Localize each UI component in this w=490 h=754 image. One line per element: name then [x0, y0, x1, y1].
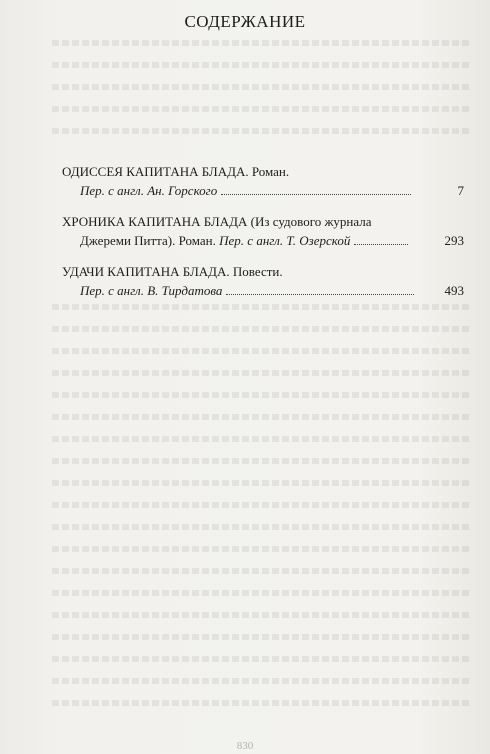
bleed-through: [52, 84, 472, 90]
entry-page-number: 493: [444, 283, 464, 298]
entry-heading: ХРОНИКА КАПИТАНА БЛАДА (Из судового журнала: [62, 214, 372, 229]
toc-entry: [62, 262, 472, 300]
entry-page-number: 7: [457, 183, 464, 198]
bleed-through: [52, 656, 472, 662]
bleed-through: [52, 392, 472, 398]
entry-heading-continued: Джереми Питта). Роман.: [80, 233, 216, 248]
entry-heading: УДАЧИ КАПИТАНА БЛАДА. Повести.: [62, 264, 283, 279]
dot-leader: [221, 184, 411, 195]
bleed-through: [52, 524, 472, 530]
bleed-through: [52, 568, 472, 574]
bleed-through: [52, 106, 472, 112]
bleed-through: [52, 700, 472, 706]
bleed-through: [52, 414, 472, 420]
toc-entry: [62, 212, 472, 250]
entry-line: [62, 281, 472, 300]
bleed-through: [52, 40, 472, 46]
entry-translator: Пер. с англ. В. Тирдатова: [80, 283, 223, 298]
bleed-through: [52, 326, 472, 332]
bleed-through: [52, 436, 472, 442]
entry-line: [62, 231, 472, 250]
bleed-through: [52, 304, 472, 310]
bleed-through: [52, 370, 472, 376]
bleed-through: [52, 502, 472, 508]
toc-title: СОДЕРЖАНИЕ: [184, 12, 306, 31]
bleed-through: [52, 590, 472, 596]
entry-translator: Пер. с англ. Ан. Горского: [80, 183, 218, 198]
dot-leader: [354, 234, 408, 245]
bleed-through: [52, 62, 472, 68]
toc-entry: [62, 162, 472, 200]
entry-translator: Пер. с англ. Т. Озерской: [219, 233, 351, 248]
entry-page-number: 293: [444, 233, 464, 248]
bleed-through: [52, 678, 472, 684]
bleed-through: [52, 128, 472, 134]
bleed-through: [52, 634, 472, 640]
bleed-through: [52, 458, 472, 464]
bleed-through: [52, 348, 472, 354]
entry-heading: ОДИССЕЯ КАПИТАНА БЛАДА. Роман.: [62, 164, 290, 179]
page-number-footer: 830: [236, 740, 254, 752]
dot-leader: [226, 284, 414, 295]
bleed-through: [52, 546, 472, 552]
bleed-through: [52, 480, 472, 486]
entry-line: [62, 181, 472, 200]
bleed-through: [52, 612, 472, 618]
